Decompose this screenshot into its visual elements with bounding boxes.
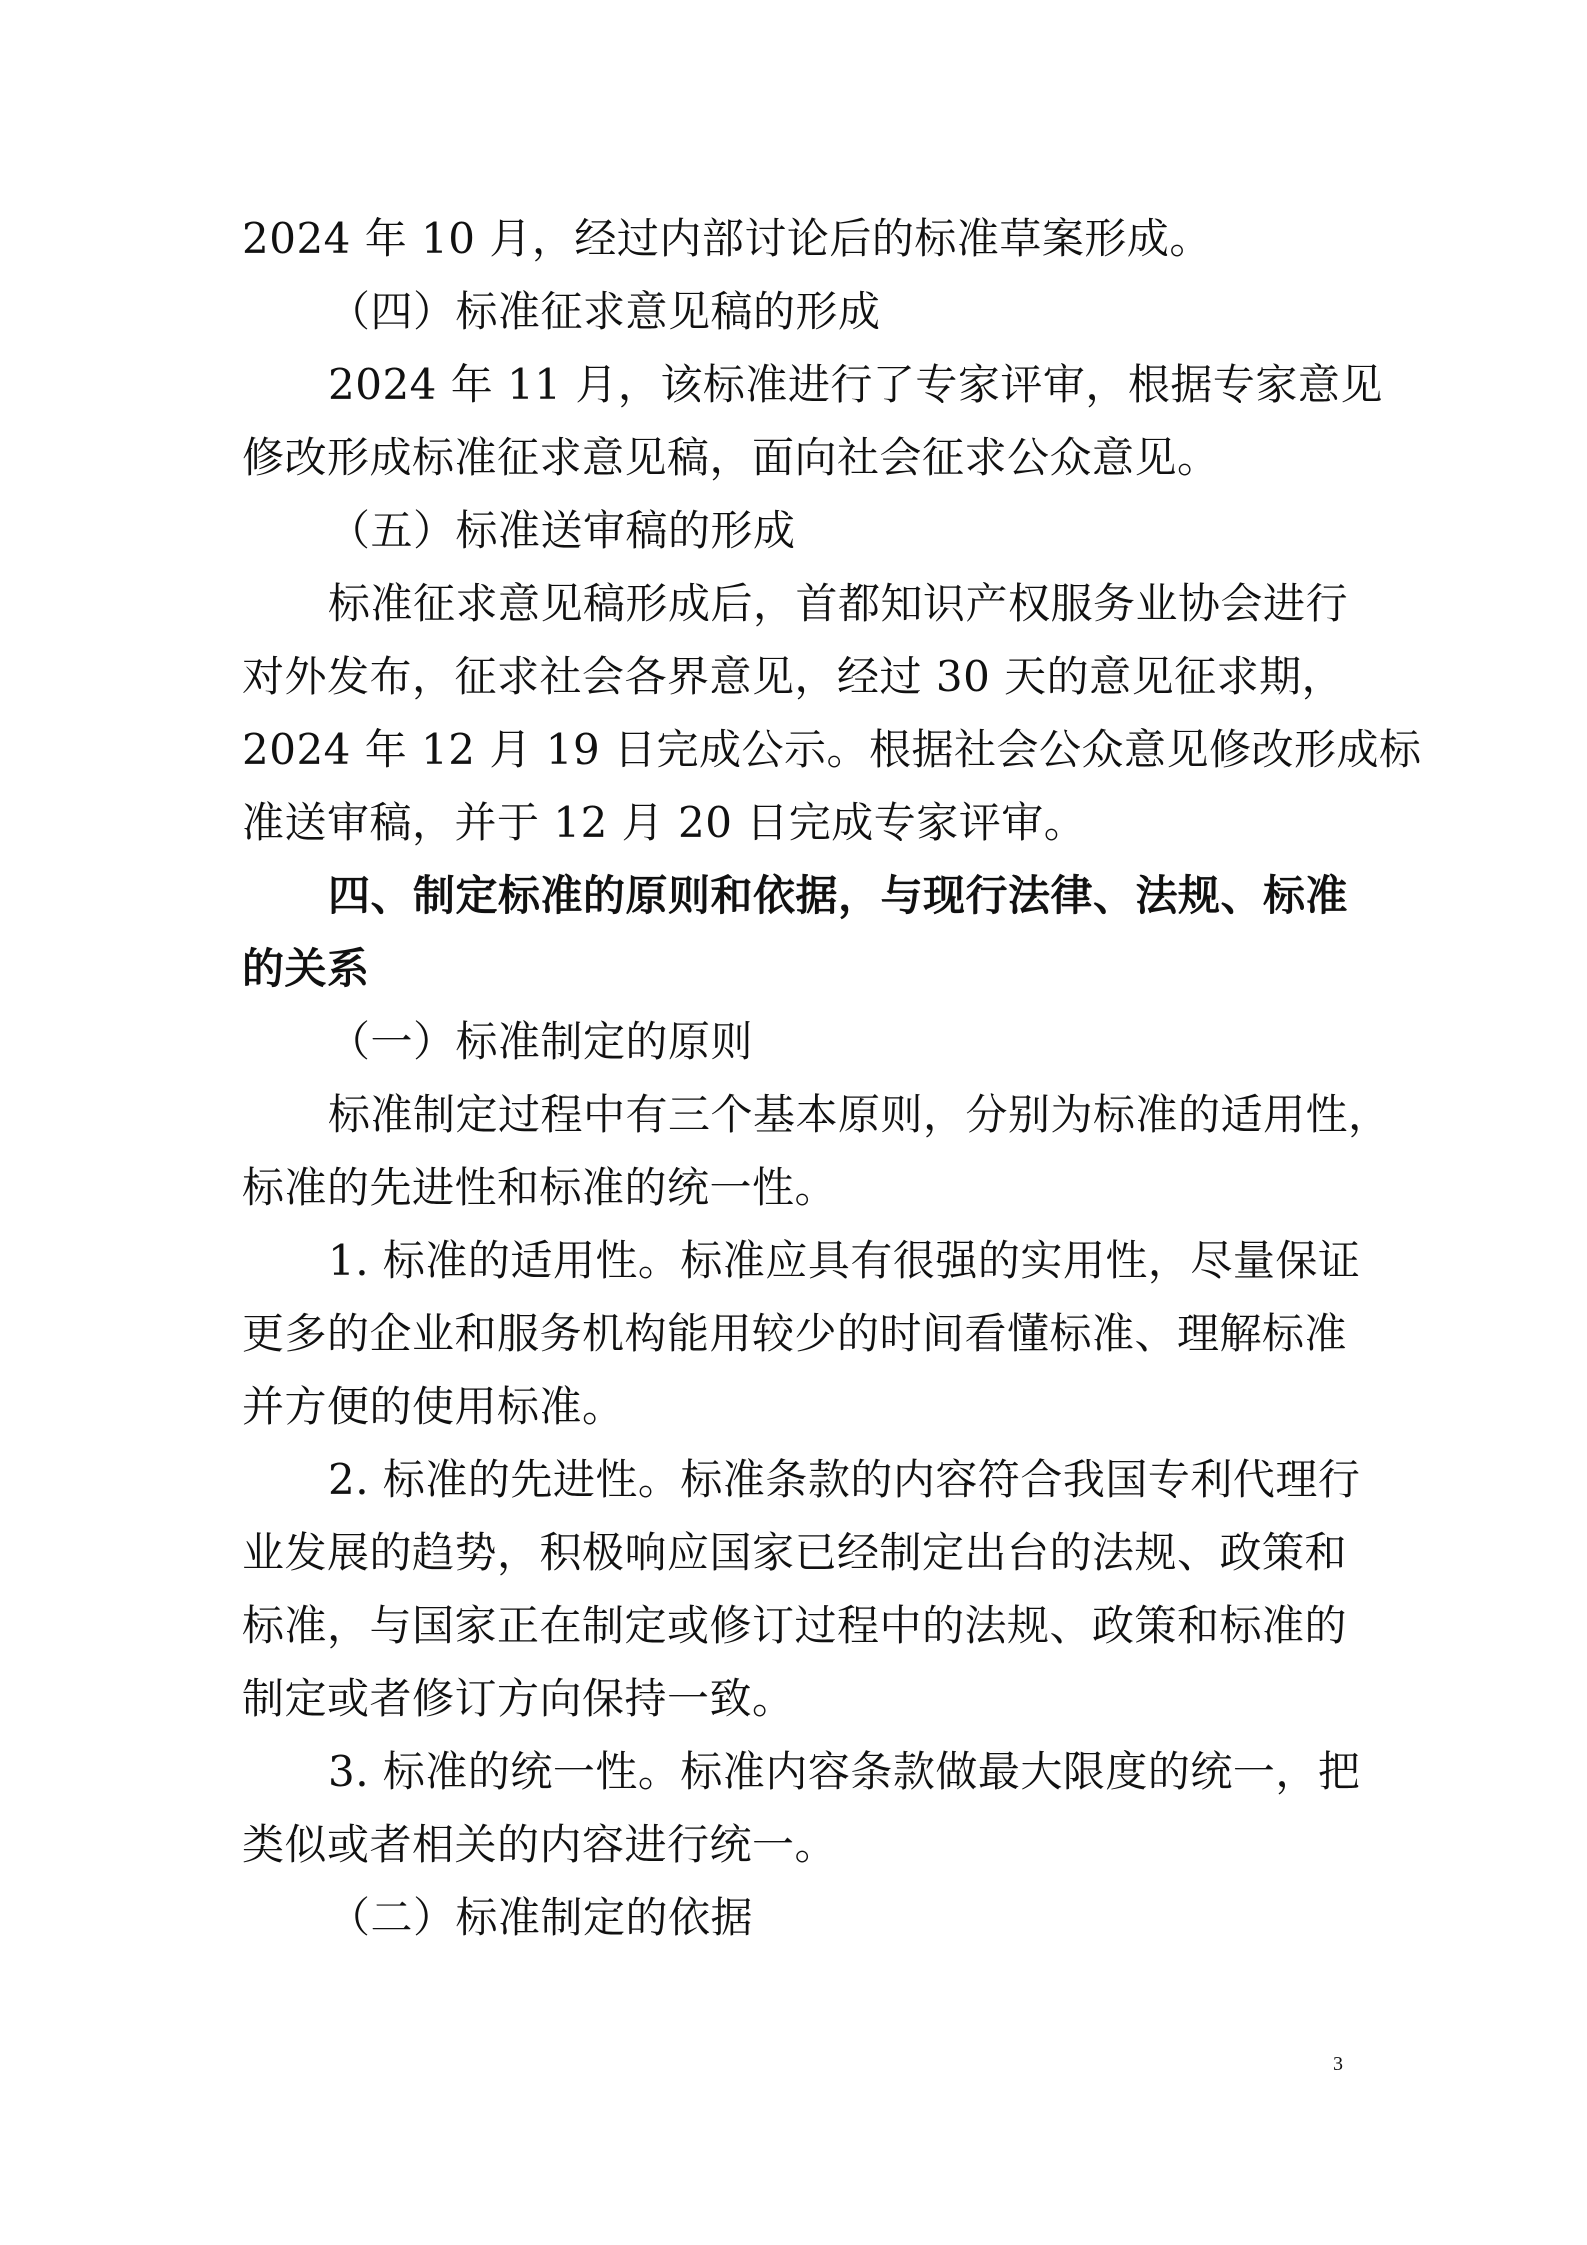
body-line-15: 1. 标准的适用性。标准应具有很强的实用性，尽量保证 [328,1236,1361,1285]
body-line-8: 2024 年 12 月 19 日完成公示。根据社会公众意见修改形成标 [242,725,1422,774]
body-line-6: 标准征求意见稿形成后，首都知识产权服务业协会进行 [328,579,1349,628]
body-line-22: 3. 标准的统一性。标准内容条款做最大限度的统一，把 [328,1747,1361,1796]
body-line-1: 2024 年 10 月，经过内部讨论后的标准草案形成。 [242,214,1212,263]
body-line-18: 2. 标准的先进性。标准条款的内容符合我国专利代理行 [328,1455,1361,1504]
body-line-21: 制定或者修订方向保持一致。 [242,1674,795,1723]
body-line-7: 对外发布，征求社会各界意见，经过 30 天的意见征求期， [242,652,1345,701]
section-heading-4: 四、制定标准的原则和依据，与现行法律、法规、标准 [328,871,1349,920]
body-line-23: 类似或者相关的内容进行统一。 [242,1820,838,1869]
subheading-5: （五）标准送审稿的形成 [328,506,796,555]
body-line-3: 2024 年 11 月，该标准进行了专家评审，根据专家意见 [328,360,1383,409]
body-line-9: 准送审稿，并于 12 月 20 日完成专家评审。 [242,798,1087,847]
body-line-13: 标准制定过程中有三个基本原则，分别为标准的适用性， [328,1090,1391,1139]
body-line-19: 业发展的趋势，积极响应国家已经制定出台的法规、政策和 [242,1528,1348,1577]
subheading-1: （一）标准制定的原则 [328,1017,754,1066]
body-line-17: 并方便的使用标准。 [242,1382,625,1431]
body-line-14: 标准的先进性和标准的统一性。 [242,1163,838,1212]
subheading-4: （四）标准征求意见稿的形成 [328,287,881,336]
body-line-4: 修改形成标准征求意见稿，面向社会征求公众意见。 [242,433,1220,482]
body-line-16: 更多的企业和服务机构能用较少的时间看懂标准、理解标准 [242,1309,1348,1358]
page-number: 3 [1333,2053,1343,2075]
subheading-2: （二）标准制定的依据 [328,1893,754,1942]
section-heading-4-continued: 的关系 [242,944,370,993]
body-line-20: 标准，与国家正在制定或修订过程中的法规、政策和标准的 [242,1601,1348,1650]
